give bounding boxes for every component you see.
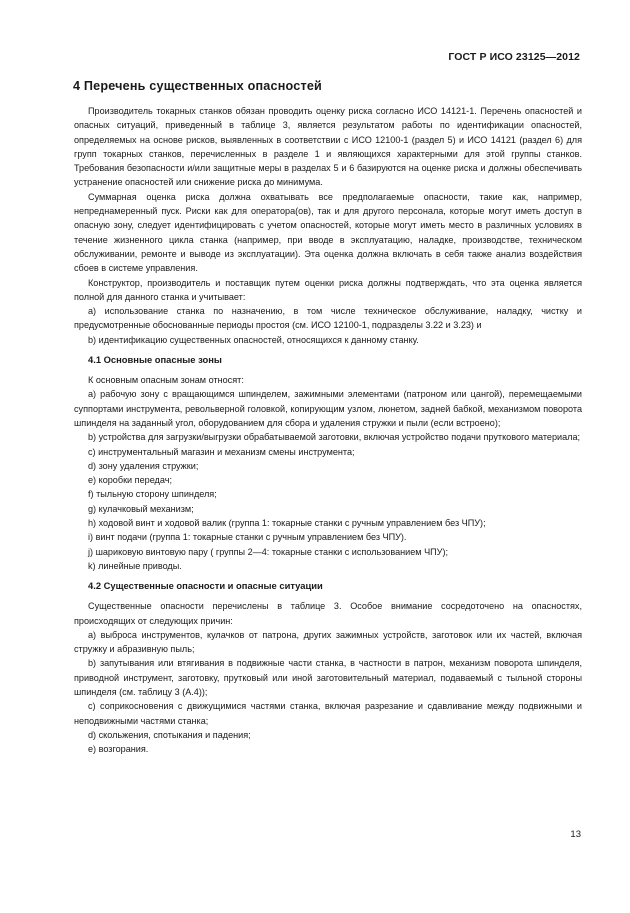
list-item: e) возгорания. [88,744,149,755]
list-item: c) инструментальный магазин и механизм смены инструмента; [88,446,355,457]
paragraph: К основным опасным зонам относят: [88,375,244,386]
list-item: k) линейные приводы. [88,560,182,571]
list-item: g) кулачковый механизм; [88,503,194,514]
document-body [74,78,582,756]
subsection-title: 4.1 Основные опасные зоны [88,354,222,366]
document-header: ГОСТ Р ИСО 23125—2012 [448,51,580,63]
list-item: f) тыльную сторону шпинделя; [88,489,217,500]
list-item: h) ходовой винт и ходовой валик (группа 1: токарные станки с ручным управлением без ЧПУ); [88,518,486,529]
list-item: e) коробки передач; [88,475,172,486]
list-item: d) зону удаления стружки; [88,460,199,471]
list-item: d) скольжения, спотыкания и падения; [88,729,251,740]
list-item: b) идентификацию существенных опасностей, относящихся к данному станку. [88,334,419,345]
page-number: 13 [570,829,581,840]
section-title: 4 Перечень существенных опасностей [73,79,322,93]
list-item: a) выброса инструментов, кулачков от патрона, других зажимных устройств, заготовок или их частей, включая стружку и абразивную пыль; [74,629,582,655]
list-item: a) рабочую зону с вращающимся шпинделем, зажимными элементами (патроном или цангой), перемещаемыми суппортами инструмента, револьверной головкой, копирующим узлом, люнетом, задней бабкой, механизмом поворота шпинделя на заданный угол, оборудованием для сбора и удаления стружки и пыли (если встроено); [74,389,582,428]
list-item: b) запутывания или втягивания в подвижные части станка, в частности в патрон, механизм поворота шпинделя, приводной инструмент, заготовку, прутковый или иной заготовительный материал, подаваемый с тыльной стороны шпинделя (см. таблицу 3 (А.4)); [74,658,582,697]
list-item: b) устройства для загрузки/выгрузки обрабатываемой заготовки, включая устройство подачи пруткового материала; [88,432,581,443]
paragraph: Производитель токарных станков обязан проводить оценку риска согласно ИСО 14121-1. Перечень опасностей и опасных ситуаций, приведенный в таблице 3, является результатом работы по идентификации опасностей, определяемых на основе рисков, выявленных в соответствии с ИСО 12100-1 (раздел 5) и ИСО 14121 (раздел 6) для групп токарных станков, перечисленных в разделе 1 и являющихся характерными для этой группы станков. Требования безопасности и/или защитные меры в разделах 5 и 6 базируются на оценке риска и должны обеспечивать устранение опасностей или снижение риска до минимума. [74,106,582,188]
subsection-title: 4.2 Существенные опасности и опасные ситуации [88,580,323,592]
paragraph: Конструктор, производитель и поставщик путем оценки риска должны подтверждать, что эта оценка является полной для данного станка и учитывает: [74,277,582,302]
paragraph: Суммарная оценка риска должна охватывать все предполагаемые опасности, такие как, например, непреднамеренный пуск. Риски как для оператора(ов), так и для другого персонала, которые могут иметь доступ в опасную зону, следует идентифицировать с учетом опасностей, которые могут иметь место в различных условиях в течение жизненного цикла станка (например, при вводе в эксплуатацию, наладке, производстве, техническом обслуживании, ремонте и выводе из эксплуатации). Эта оценка должна включать в себя также анализ воздействия сбоев в системе управления. [74,191,582,274]
paragraph: Существенные опасности перечислены в таблице 3. Особое внимание сосредоточено на опасностях, происходящих от следующих причин: [74,601,582,626]
list-item: j) шариковую винтовую пару ( группы 2—4: токарные станки с использованием ЧПУ); [88,546,448,557]
list-item: a) использование станка по назначению, в том числе техническое обслуживание, наладку, чистку и предусмотренные обоснованные периоды простоя (см. ИСО 12100-1, подразделы 3.22 и 3.23) и [74,306,582,331]
list-item: i) винт подачи (группа 1: токарные станки с ручным управлением без ЧПУ). [88,532,407,543]
list-item: c) соприкосновения с движущимися частями станка, включая разрезание и сдавливание между подвижными и неподвижными частями станка; [74,701,582,726]
